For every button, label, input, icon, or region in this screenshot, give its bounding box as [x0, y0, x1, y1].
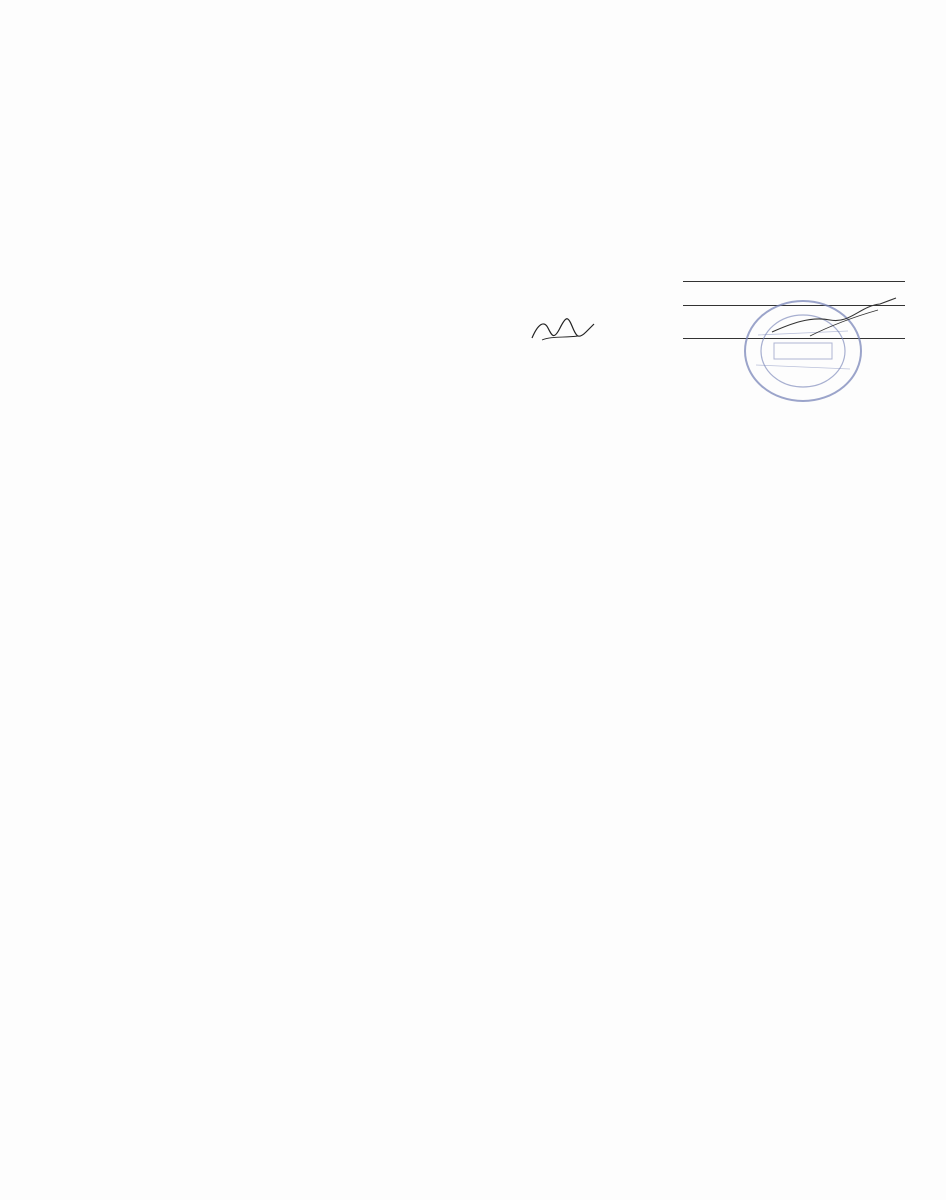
agree-org [683, 281, 905, 282]
director-signature [528, 310, 598, 350]
agree-signature [770, 296, 900, 342]
